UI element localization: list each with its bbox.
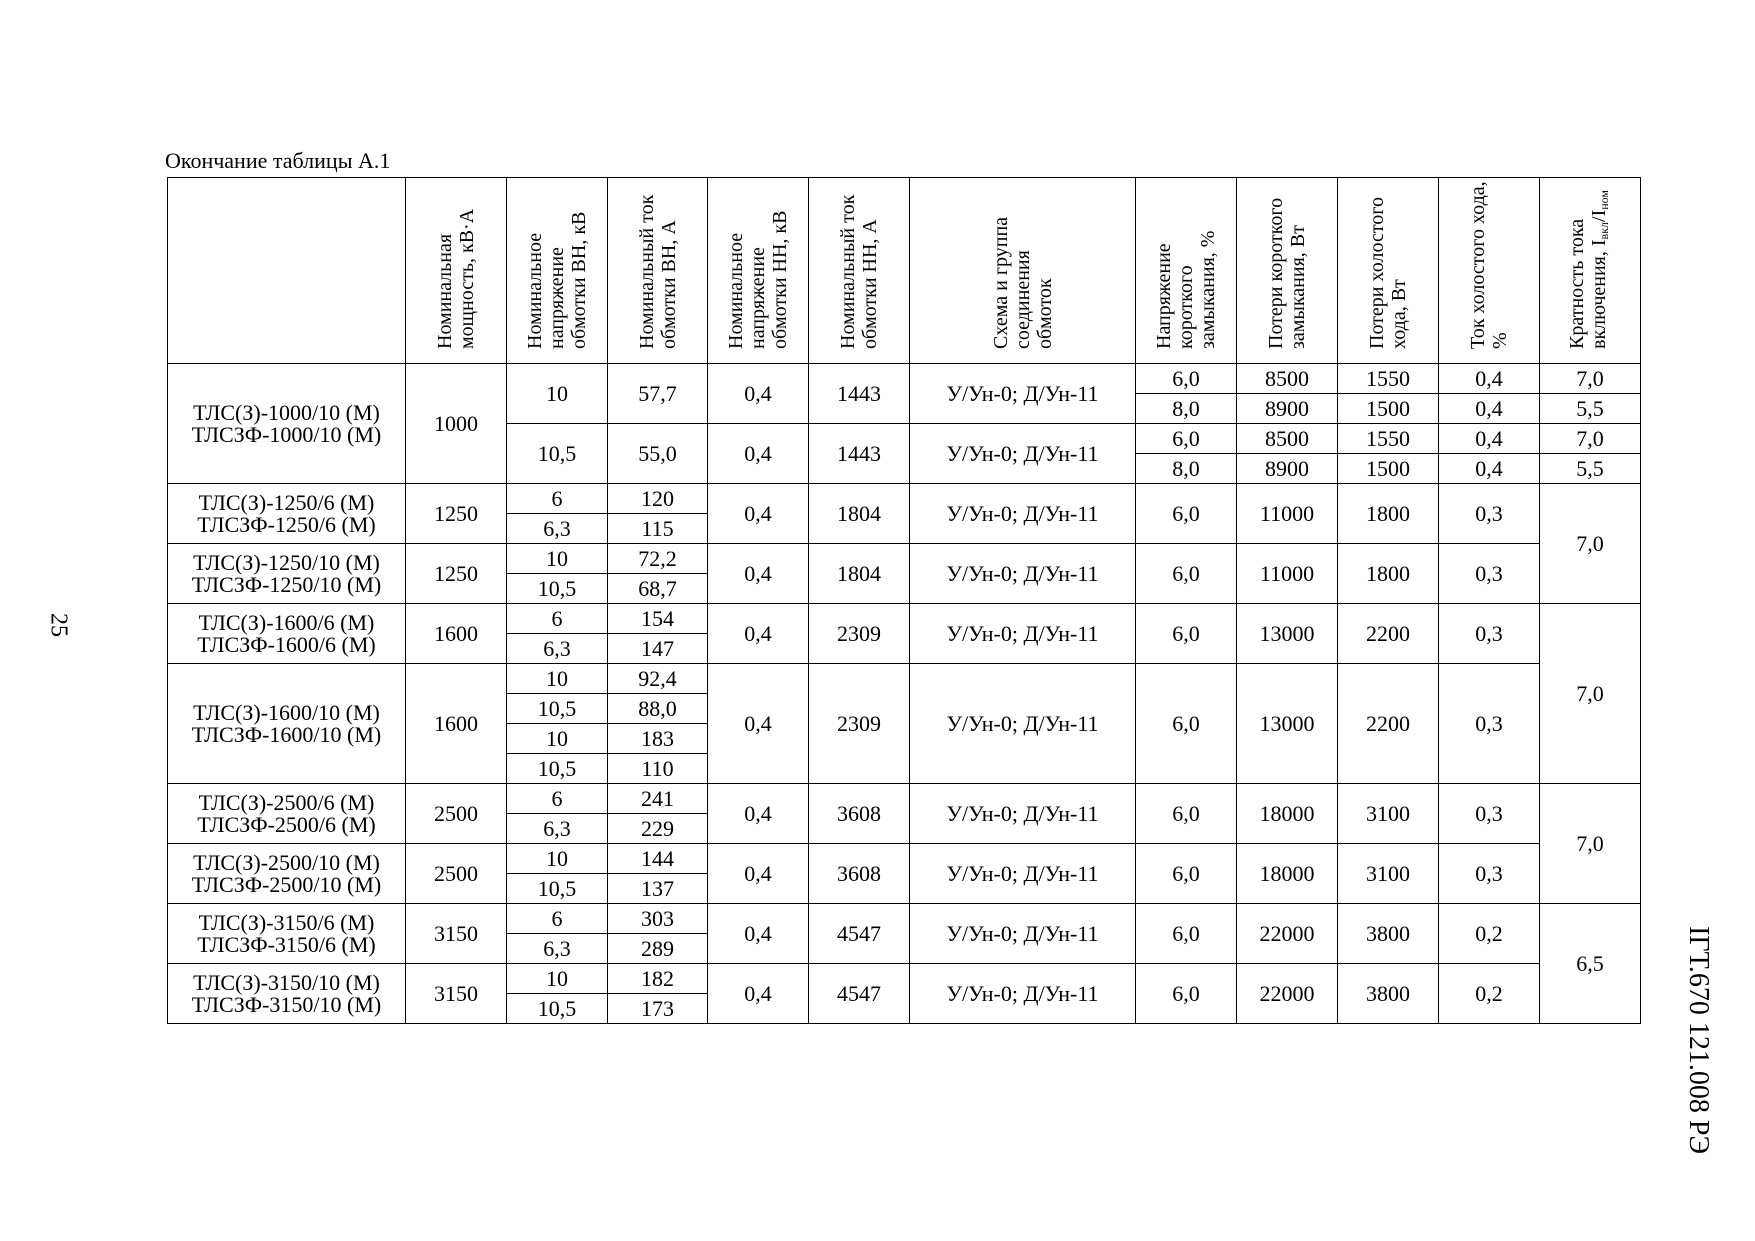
nl-current-cell: 0,2 — [1439, 904, 1540, 964]
hv-current-cell: 137 — [608, 874, 708, 904]
table-row — [168, 904, 1641, 934]
lv-voltage-cell: 0,4 — [708, 784, 809, 844]
lv-voltage-cell: 0,4 — [708, 904, 809, 964]
header-scheme: Схема и группа соединения обмоток — [910, 178, 1136, 364]
hv-voltage-cell: 6,3 — [507, 514, 608, 544]
hv-current-cell: 115 — [608, 514, 708, 544]
sc-voltage-cell: 6,0 — [1136, 844, 1237, 904]
lv-voltage-cell: 0,4 — [708, 964, 809, 1024]
lv-current-cell: 2309 — [809, 604, 910, 664]
hv-current-cell: 173 — [608, 994, 708, 1024]
model-name-cell: ТЛС(З)-2500/6 (М) ТЛСЗФ-2500/6 (М) — [168, 784, 406, 844]
power-cell: 3150 — [406, 904, 507, 964]
hv-current-cell: 154 — [608, 604, 708, 634]
sc-voltage-cell: 8,0 — [1136, 394, 1237, 424]
ratio-cell: 5,5 — [1540, 454, 1641, 484]
sc-voltage-cell: 6,0 — [1136, 364, 1237, 394]
header-sc-loss: Потери короткого замыкания, Вт — [1237, 178, 1338, 364]
lv-voltage-cell: 0,4 — [708, 844, 809, 904]
table-row — [168, 844, 1641, 874]
scheme-cell: У/Ун-0; Д/Ун-11 — [910, 544, 1136, 604]
hv-voltage-cell: 6 — [507, 484, 608, 514]
transformer-table — [167, 177, 1641, 1024]
lv-current-cell: 4547 — [809, 904, 910, 964]
hv-voltage-cell: 10,5 — [507, 574, 608, 604]
header-power: Номинальная мощность, кВ·А — [406, 178, 507, 364]
nl-current-cell: 0,3 — [1439, 784, 1540, 844]
hv-current-cell: 144 — [608, 844, 708, 874]
nl-loss-cell: 1500 — [1338, 394, 1439, 424]
header-row — [168, 178, 1641, 364]
nl-loss-cell: 2200 — [1338, 604, 1439, 664]
nl-loss-cell: 2200 — [1338, 664, 1439, 784]
lv-current-cell: 1443 — [809, 364, 910, 424]
table-row — [168, 964, 1641, 994]
header-inrush-ratio: Кратность тока включения, $I_{вкл}/I_{ном}$ — [1540, 178, 1641, 364]
scheme-cell: У/Ун-0; Д/Ун-11 — [910, 424, 1136, 484]
nl-current-cell: 0,4 — [1439, 364, 1540, 394]
hv-voltage-cell: 6,3 — [507, 934, 608, 964]
scheme-cell: У/Ун-0; Д/Ун-11 — [910, 844, 1136, 904]
model-name-cell: ТЛС(З)-2500/10 (М) ТЛСЗФ-2500/10 (М) — [168, 844, 406, 904]
hv-voltage-cell: 10 — [507, 364, 608, 424]
hv-voltage-cell: 10,5 — [507, 994, 608, 1024]
sc-loss-cell: 22000 — [1237, 964, 1338, 1024]
header-nl-loss: Потери холостого хода, Вт — [1338, 178, 1439, 364]
sc-voltage-cell: 8,0 — [1136, 454, 1237, 484]
nl-current-cell: 0,3 — [1439, 844, 1540, 904]
hv-current-cell: 147 — [608, 634, 708, 664]
hv-current-cell: 120 — [608, 484, 708, 514]
page-number: 25 — [45, 613, 72, 637]
hv-current-cell: 229 — [608, 814, 708, 844]
scheme-cell: У/Ун-0; Д/Ун-11 — [910, 604, 1136, 664]
nl-loss-cell: 1550 — [1338, 364, 1439, 394]
nl-current-cell: 0,3 — [1439, 544, 1540, 604]
hv-voltage-cell: 10,5 — [507, 694, 608, 724]
lv-voltage-cell: 0,4 — [708, 424, 809, 484]
table-row — [168, 484, 1641, 514]
hv-voltage-cell: 10 — [507, 844, 608, 874]
header-name — [168, 178, 406, 364]
nl-loss-cell: 1500 — [1338, 454, 1439, 484]
ratio-cell: 7,0 — [1540, 784, 1641, 904]
nl-current-cell: 0,3 — [1439, 604, 1540, 664]
hv-current-cell: 183 — [608, 724, 708, 754]
hv-voltage-cell: 10 — [507, 544, 608, 574]
power-cell: 1600 — [406, 604, 507, 664]
header-hv-current: Номинальный ток обмотки ВН, А — [608, 178, 708, 364]
hv-current-cell: 92,4 — [608, 664, 708, 694]
sc-voltage-cell: 6,0 — [1136, 604, 1237, 664]
sc-voltage-cell: 6,0 — [1136, 424, 1237, 454]
ratio-cell: 7,0 — [1540, 364, 1641, 394]
power-cell: 3150 — [406, 964, 507, 1024]
hv-voltage-cell: 10,5 — [507, 754, 608, 784]
hv-current-cell: 55,0 — [608, 424, 708, 484]
hv-voltage-cell: 10 — [507, 664, 608, 694]
header-hv-voltage: Номинальное напряжение обмотки ВН, кВ — [507, 178, 608, 364]
hv-voltage-cell: 10,5 — [507, 874, 608, 904]
lv-voltage-cell: 0,4 — [708, 364, 809, 424]
sc-loss-cell: 13000 — [1237, 664, 1338, 784]
header-lv-voltage: Номинальное напряжение обмотки НН, кВ — [708, 178, 809, 364]
sc-loss-cell: 11000 — [1237, 484, 1338, 544]
hv-current-cell: 241 — [608, 784, 708, 814]
hv-voltage-cell: 10 — [507, 964, 608, 994]
nl-loss-cell: 1800 — [1338, 484, 1439, 544]
table-row — [168, 364, 1641, 394]
lv-voltage-cell: 0,4 — [708, 664, 809, 784]
sc-loss-cell: 8900 — [1237, 394, 1338, 424]
scheme-cell: У/Ун-0; Д/Ун-11 — [910, 664, 1136, 784]
scheme-cell: У/Ун-0; Д/Ун-11 — [910, 784, 1136, 844]
model-name-cell: ТЛС(З)-1600/10 (М) ТЛСЗФ-1600/10 (М) — [168, 664, 406, 784]
ratio-cell: 7,0 — [1540, 424, 1641, 454]
sc-loss-cell: 8900 — [1237, 454, 1338, 484]
hv-voltage-cell: 6,3 — [507, 634, 608, 664]
hv-current-cell: 110 — [608, 754, 708, 784]
sc-loss-cell: 22000 — [1237, 904, 1338, 964]
lv-current-cell: 4547 — [809, 964, 910, 1024]
nl-loss-cell: 3100 — [1338, 784, 1439, 844]
ratio-cell: 7,0 — [1540, 484, 1641, 604]
hv-current-cell: 68,7 — [608, 574, 708, 604]
sc-loss-cell: 8500 — [1237, 364, 1338, 394]
sc-loss-cell: 13000 — [1237, 604, 1338, 664]
sc-loss-cell: 18000 — [1237, 784, 1338, 844]
ratio-cell: 5,5 — [1540, 394, 1641, 424]
lv-voltage-cell: 0,4 — [708, 484, 809, 544]
table-row — [168, 784, 1641, 814]
power-cell: 2500 — [406, 844, 507, 904]
lv-current-cell: 2309 — [809, 664, 910, 784]
hv-voltage-cell: 6 — [507, 604, 608, 634]
model-name-cell: ТЛС(З)-1600/6 (М) ТЛСЗФ-1600/6 (М) — [168, 604, 406, 664]
nl-current-cell: 0,3 — [1439, 664, 1540, 784]
model-name-cell: ТЛС(З)-3150/10 (М) ТЛСЗФ-3150/10 (М) — [168, 964, 406, 1024]
scheme-cell: У/Ун-0; Д/Ун-11 — [910, 364, 1136, 424]
power-cell: 1600 — [406, 664, 507, 784]
power-cell: 1000 — [406, 364, 507, 484]
nl-loss-cell: 1550 — [1338, 424, 1439, 454]
sc-voltage-cell: 6,0 — [1136, 544, 1237, 604]
power-cell: 1250 — [406, 544, 507, 604]
table-row — [168, 604, 1641, 634]
header-lv-current: Номинальный ток обмотки НН, А — [809, 178, 910, 364]
power-cell: 1250 — [406, 484, 507, 544]
table-row — [168, 664, 1641, 694]
nl-current-cell: 0,4 — [1439, 454, 1540, 484]
nl-loss-cell: 1800 — [1338, 544, 1439, 604]
nl-loss-cell: 3800 — [1338, 904, 1439, 964]
ratio-cell: 7,0 — [1540, 604, 1641, 784]
hv-voltage-cell: 10 — [507, 724, 608, 754]
model-name-cell: ТЛС(З)-1250/10 (М) ТЛСЗФ-1250/10 (М) — [168, 544, 406, 604]
sc-voltage-cell: 6,0 — [1136, 784, 1237, 844]
document-code: ІГТ.670 121.008 РЭ — [1683, 926, 1714, 1154]
nl-current-cell: 0,4 — [1439, 424, 1540, 454]
hv-voltage-cell: 6,3 — [507, 814, 608, 844]
nl-current-cell: 0,2 — [1439, 964, 1540, 1024]
ratio-cell: 6,5 — [1540, 904, 1641, 1024]
sc-voltage-cell: 6,0 — [1136, 904, 1237, 964]
nl-loss-cell: 3100 — [1338, 844, 1439, 904]
sc-voltage-cell: 6,0 — [1136, 664, 1237, 784]
model-name-cell: ТЛС(З)-1000/10 (М) ТЛСЗФ-1000/10 (М) — [168, 364, 406, 484]
hv-current-cell: 289 — [608, 934, 708, 964]
lv-current-cell: 1804 — [809, 544, 910, 604]
sc-loss-cell: 11000 — [1237, 544, 1338, 604]
lv-current-cell: 1804 — [809, 484, 910, 544]
hv-current-cell: 303 — [608, 904, 708, 934]
model-name-cell: ТЛС(З)-1250/6 (М) ТЛСЗФ-1250/6 (М) — [168, 484, 406, 544]
table-caption: Окончание таблицы А.1 — [165, 148, 391, 173]
scheme-cell: У/Ун-0; Д/Ун-11 — [910, 904, 1136, 964]
sc-voltage-cell: 6,0 — [1136, 484, 1237, 544]
scheme-cell: У/Ун-0; Д/Ун-11 — [910, 964, 1136, 1024]
sc-voltage-cell: 6,0 — [1136, 964, 1237, 1024]
hv-current-cell: 182 — [608, 964, 708, 994]
nl-loss-cell: 3800 — [1338, 964, 1439, 1024]
power-cell: 2500 — [406, 784, 507, 844]
hv-voltage-cell: 6 — [507, 904, 608, 934]
hv-current-cell: 72,2 — [608, 544, 708, 574]
lv-voltage-cell: 0,4 — [708, 544, 809, 604]
nl-current-cell: 0,3 — [1439, 484, 1540, 544]
lv-current-cell: 3608 — [809, 784, 910, 844]
hv-current-cell: 88,0 — [608, 694, 708, 724]
header-nl-current: Ток холостого хода, % — [1439, 178, 1540, 364]
lv-voltage-cell: 0,4 — [708, 604, 809, 664]
sc-loss-cell: 8500 — [1237, 424, 1338, 454]
nl-current-cell: 0,4 — [1439, 394, 1540, 424]
hv-current-cell: 57,7 — [608, 364, 708, 424]
table-row — [168, 544, 1641, 574]
model-name-cell: ТЛС(З)-3150/6 (М) ТЛСЗФ-3150/6 (М) — [168, 904, 406, 964]
header-sc-voltage: Напряжение короткого замыкания, % — [1136, 178, 1237, 364]
scheme-cell: У/Ун-0; Д/Ун-11 — [910, 484, 1136, 544]
lv-current-cell: 3608 — [809, 844, 910, 904]
hv-voltage-cell: 6 — [507, 784, 608, 814]
hv-voltage-cell: 10,5 — [507, 424, 608, 484]
sc-loss-cell: 18000 — [1237, 844, 1338, 904]
lv-current-cell: 1443 — [809, 424, 910, 484]
